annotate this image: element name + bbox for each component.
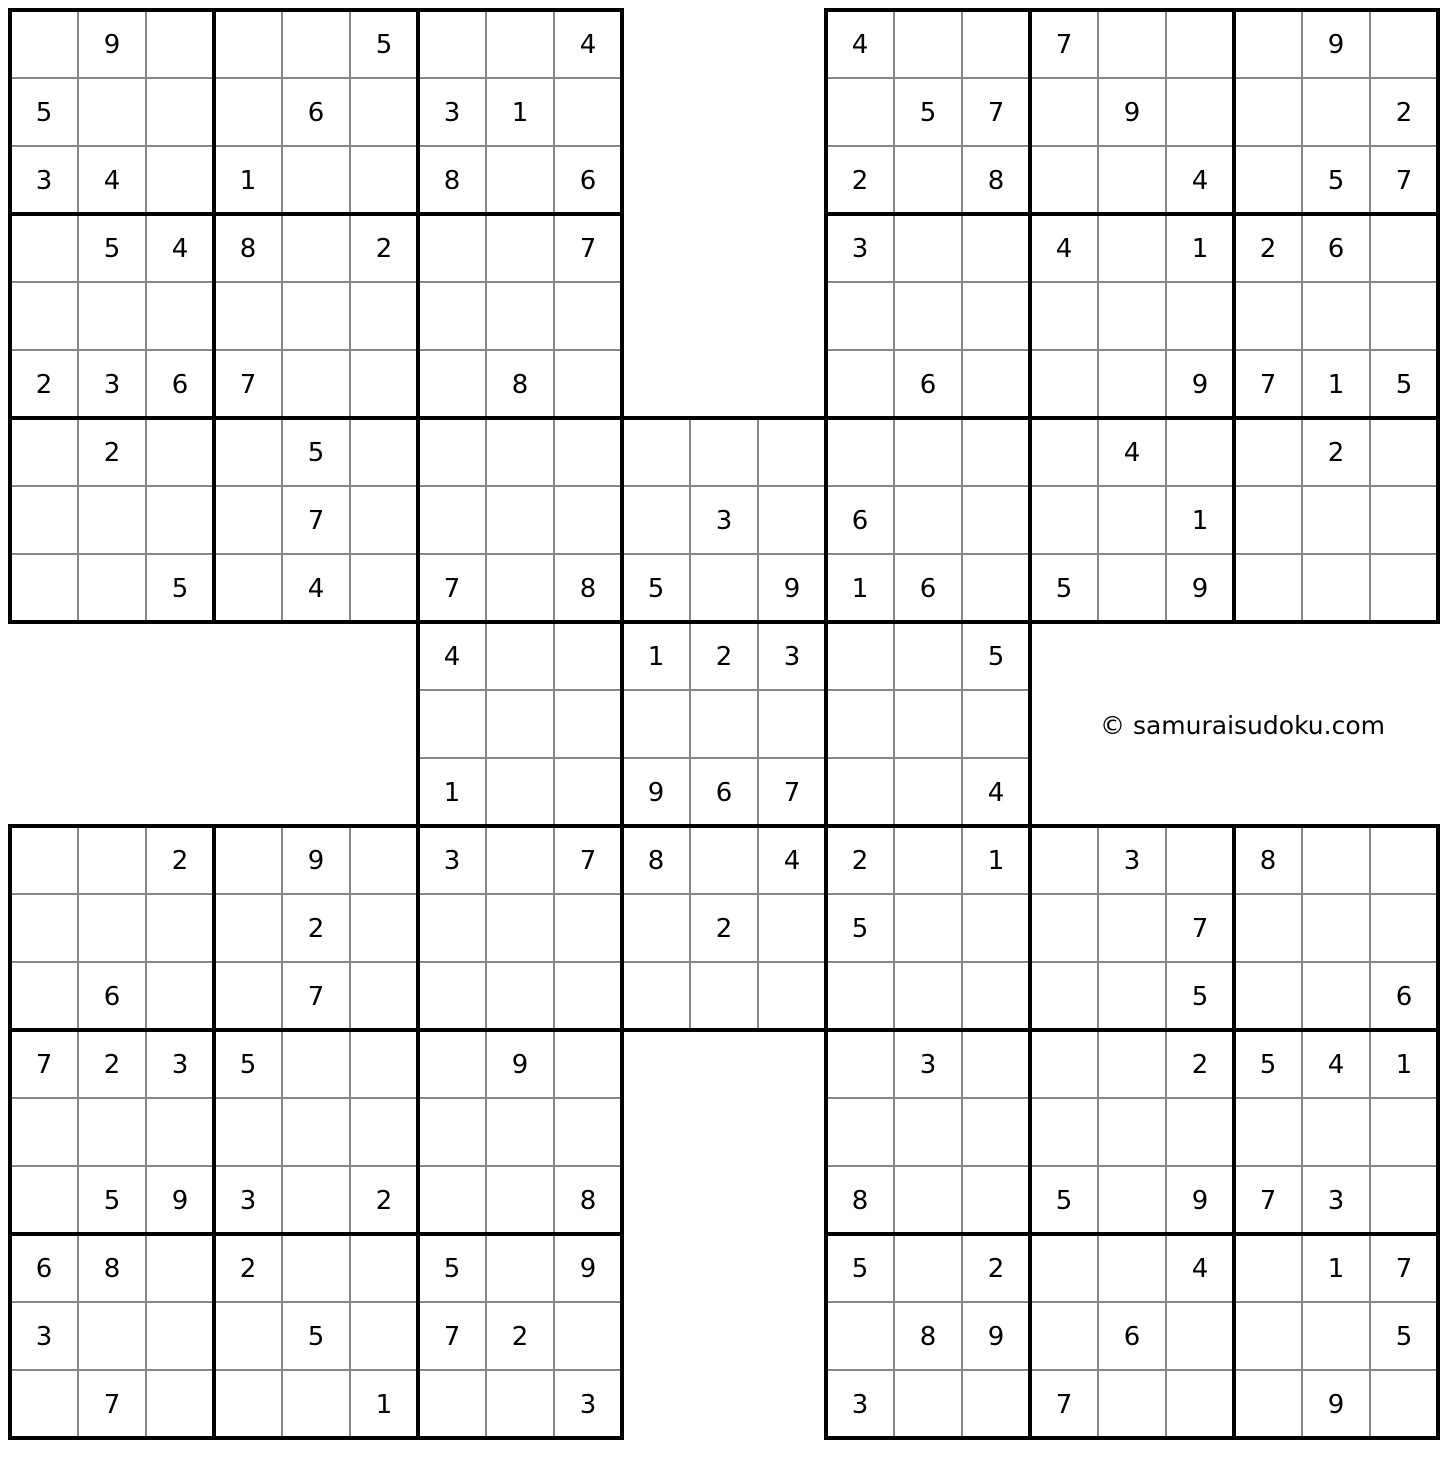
cell-digit: 5	[171, 574, 189, 604]
cell-digit: 6	[103, 982, 121, 1012]
cell-digit: 1	[1327, 1254, 1345, 1284]
cell-digit: 9	[987, 1322, 1005, 1352]
cell-digit: 3	[1123, 846, 1141, 876]
cell-digit: 2	[103, 1050, 121, 1080]
cell-digit: 4	[1327, 1050, 1345, 1080]
cell-digit: 5	[1327, 166, 1345, 196]
cell-digit: 6	[1395, 982, 1413, 1012]
cell-digit: 1	[851, 574, 869, 604]
cell-digit: 2	[715, 914, 733, 944]
cell-digit: 7	[1259, 1186, 1277, 1216]
cell-digit: 8	[919, 1322, 937, 1352]
cell-digit: 4	[987, 778, 1005, 808]
cell-digit: 1	[1327, 370, 1345, 400]
cell-digit: 9	[1327, 1390, 1345, 1420]
cell-digit: 8	[239, 234, 257, 264]
cell-digit: 5	[919, 98, 937, 128]
cell-digit: 2	[307, 914, 325, 944]
cell-digit: 5	[851, 1254, 869, 1284]
cell-digit: 2	[103, 438, 121, 468]
cell-digit: 9	[103, 30, 121, 60]
cell-digit: 3	[579, 1390, 597, 1420]
cell-digit: 2	[1259, 234, 1277, 264]
cell-digit: 8	[579, 574, 597, 604]
cell-digit: 2	[375, 234, 393, 264]
cell-digit: 2	[851, 166, 869, 196]
cell-digit: 3	[919, 1050, 937, 1080]
cell-digit: 2	[239, 1254, 257, 1284]
cell-digit: 4	[783, 846, 801, 876]
cell-digit: 4	[1055, 234, 1073, 264]
cell-digit: 1	[1191, 506, 1209, 536]
cell-digit: 7	[1395, 1254, 1413, 1284]
cell-digit: 6	[35, 1254, 53, 1284]
cell-digit: 3	[171, 1050, 189, 1080]
cell-digit: 9	[171, 1186, 189, 1216]
cell-digit: 5	[1055, 574, 1073, 604]
cell-digit: 5	[443, 1254, 461, 1284]
cell-digit: 4	[1123, 438, 1141, 468]
cell-digit: 7	[783, 778, 801, 808]
cell-digit: 1	[239, 166, 257, 196]
cell-digit: 1	[647, 642, 665, 672]
cell-digit: 7	[1259, 370, 1277, 400]
cell-digit: 3	[783, 642, 801, 672]
cell-digit: 7	[307, 506, 325, 536]
cell-digit: 3	[443, 98, 461, 128]
cell-digit: 7	[35, 1050, 53, 1080]
cell-digit: 7	[443, 574, 461, 604]
cell-digit: 4	[103, 166, 121, 196]
cell-digit: 5	[239, 1050, 257, 1080]
cell-digit: 6	[579, 166, 597, 196]
cell-digit: 5	[1395, 370, 1413, 400]
cell-digit: 6	[171, 370, 189, 400]
cell-digit: 1	[1395, 1050, 1413, 1080]
cell-digit: 5	[375, 30, 393, 60]
cell-digit: 7	[579, 846, 597, 876]
cell-digit: 5	[647, 574, 665, 604]
cell-digit: 4	[307, 574, 325, 604]
cell-digit: 5	[307, 438, 325, 468]
cell-digit: 5	[307, 1322, 325, 1352]
cell-digit: 5	[1395, 1322, 1413, 1352]
cell-digit: 2	[1191, 1050, 1209, 1080]
cell-digit: 4	[1191, 1254, 1209, 1284]
cell-digit: 4	[851, 30, 869, 60]
cell-digit: 2	[171, 846, 189, 876]
cell-digit: 1	[1191, 234, 1209, 264]
cell-digit: 3	[103, 370, 121, 400]
cell-digit: 3	[851, 1390, 869, 1420]
copyright-label: © samuraisudoku.com	[1100, 711, 1385, 740]
cell-digit: 7	[579, 234, 597, 264]
cell-digit: 1	[375, 1390, 393, 1420]
cell-digit: 2	[987, 1254, 1005, 1284]
cell-digit: 5	[1055, 1186, 1073, 1216]
cell-digit: 9	[1191, 1186, 1209, 1216]
cell-digit: 9	[307, 846, 325, 876]
cell-digit: 6	[919, 370, 937, 400]
cell-digit: 9	[1123, 98, 1141, 128]
cell-digit: 3	[851, 234, 869, 264]
cell-digit: 4	[1191, 166, 1209, 196]
cell-digit: 4	[579, 30, 597, 60]
cell-digit: 2	[511, 1322, 529, 1352]
cell-digit: 2	[715, 642, 733, 672]
cell-digit: 6	[307, 98, 325, 128]
cell-digit: 4	[171, 234, 189, 264]
cell-digit: 5	[987, 642, 1005, 672]
cell-digit: 2	[1395, 98, 1413, 128]
cell-digit: 1	[511, 98, 529, 128]
cell-digit: 8	[443, 166, 461, 196]
cell-digit: 5	[35, 98, 53, 128]
cell-digit: 2	[1327, 438, 1345, 468]
cell-digit: 7	[1191, 914, 1209, 944]
cell-digit: 5	[1259, 1050, 1277, 1080]
cell-digit: 7	[307, 982, 325, 1012]
cell-digit: 7	[443, 1322, 461, 1352]
cell-digit: 9	[1191, 574, 1209, 604]
cell-digit: 9	[1191, 370, 1209, 400]
cell-digit: 2	[375, 1186, 393, 1216]
cell-digit: 3	[35, 166, 53, 196]
cell-digit: 8	[103, 1254, 121, 1284]
cell-digit: 8	[647, 846, 665, 876]
cell-digit: 7	[103, 1390, 121, 1420]
cell-digit: 5	[851, 914, 869, 944]
cell-digit: 8	[511, 370, 529, 400]
cell-digit: 8	[1259, 846, 1277, 876]
cell-digit: 3	[1327, 1186, 1345, 1216]
cell-digit: 3	[239, 1186, 257, 1216]
cell-digit: 9	[1327, 30, 1345, 60]
cell-digit: 8	[579, 1186, 597, 1216]
cell-digit: 2	[35, 370, 53, 400]
cell-digit: 6	[715, 778, 733, 808]
cell-digit: 3	[715, 506, 733, 536]
cell-digit: 7	[1055, 1390, 1073, 1420]
cell-digit: 4	[443, 642, 461, 672]
cell-digit: 5	[103, 1186, 121, 1216]
cell-digit: 6	[1327, 234, 1345, 264]
cell-digit: 3	[35, 1322, 53, 1352]
cell-digit: 8	[987, 166, 1005, 196]
cell-digit: 9	[511, 1050, 529, 1080]
cell-digit: 9	[579, 1254, 597, 1284]
cell-digit: 2	[851, 846, 869, 876]
cell-digit: 5	[1191, 982, 1209, 1012]
cell-digit: 6	[851, 506, 869, 536]
cell-digit: 6	[1123, 1322, 1141, 1352]
cell-digit: 1	[443, 778, 461, 808]
cell-digit: 9	[647, 778, 665, 808]
cell-digit: 7	[987, 98, 1005, 128]
cell-digit: 6	[919, 574, 937, 604]
cell-digit: 7	[1395, 166, 1413, 196]
cell-digit: 9	[783, 574, 801, 604]
cell-digit: 1	[987, 846, 1005, 876]
cell-digit: 7	[239, 370, 257, 400]
cell-digit: 8	[851, 1186, 869, 1216]
cell-digit: 3	[443, 846, 461, 876]
cell-digit: 5	[103, 234, 121, 264]
cell-digit: 7	[1055, 30, 1073, 60]
